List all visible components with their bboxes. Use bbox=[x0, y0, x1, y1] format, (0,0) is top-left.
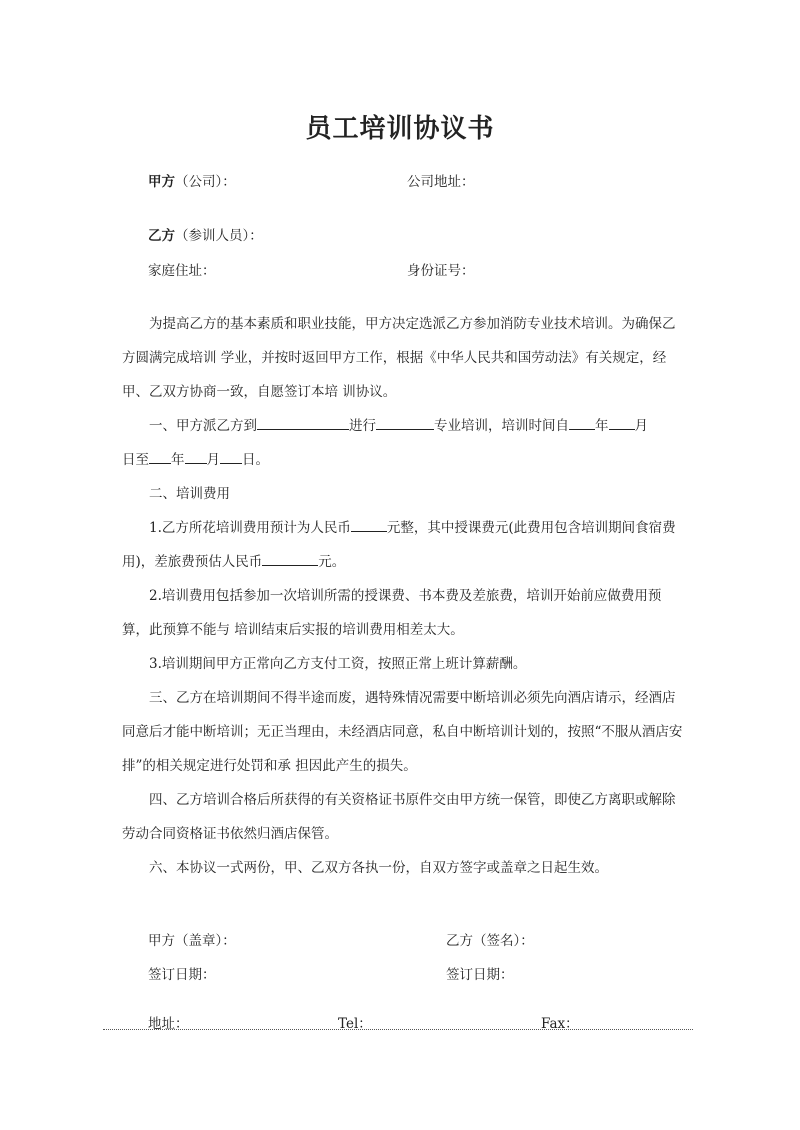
party-a-label: 甲方 bbox=[148, 174, 175, 190]
party-b-label: 乙方 bbox=[148, 228, 175, 244]
party-b-sign-label: 乙方（签名）： bbox=[446, 933, 534, 949]
clause-4: 四、乙方培训合格后所获得的有关资格证书原件交由甲方统一保管，即使乙方离职或解除劳动合同资格证书依然归酒店保管。 bbox=[122, 792, 676, 842]
footer-fax-label: Fax： bbox=[541, 1016, 579, 1032]
home-address-label: 家庭住址： bbox=[148, 263, 216, 279]
blank-fee-amount bbox=[351, 517, 387, 532]
blank-end-year bbox=[149, 449, 171, 464]
blank-travel-amount bbox=[262, 551, 318, 566]
party-a-seal-label: 甲方（盖章）： bbox=[148, 933, 236, 949]
clause-2-3: 3.培训期间甲方正常向乙方支付工资，按照正常上班计算薪酬。 bbox=[149, 656, 527, 672]
intro-paragraph: 为提高乙方的基本素质和职业技能，甲方决定选派乙方参加消防专业技术培训。为确保乙方圆满完成培训 学业，并按时返回甲方工作，根据《中华人民共和国劳动法》有关规定，经甲、乙双方协商一致，自愿签订本培 训协议。 bbox=[122, 316, 676, 400]
blank-location bbox=[257, 415, 349, 430]
agreement-body bbox=[122, 307, 688, 885]
clause-2-title: 二、培训费用 bbox=[149, 486, 230, 502]
blank-start-year bbox=[569, 415, 595, 430]
company-address-label: 公司地址： bbox=[407, 174, 475, 190]
document-title: 员工培训协议书 bbox=[305, 114, 495, 144]
footer-tel-label: Tel： bbox=[338, 1016, 372, 1032]
party-b-note: （参训人员）： bbox=[175, 228, 263, 244]
clause-2-2: 2.培训费用包括参加一次培训所需的授课费、书本费及差旅费，培训开始前应做费用预算，此预算不能与 培训结束后实报的培训费用相差太大。 bbox=[122, 588, 662, 638]
party-a-note: （公司）： bbox=[175, 174, 236, 190]
footer-divider bbox=[103, 1029, 693, 1030]
party-b-field bbox=[148, 224, 263, 244]
party-a-field bbox=[148, 170, 236, 190]
clause-3: 三、乙方在培训期间不得半途而废，遇特殊情况需要中断培训必须先向酒店请示，经酒店同意后才能中断培训；无正当理由，未经酒店同意，私自中断培训计划的，按照“不服从酒店安排”的相关规定进行处罚和承 担因此产生的损失。 bbox=[122, 690, 683, 774]
footer-address-label: 地址： bbox=[148, 1016, 189, 1032]
blank-start-month bbox=[609, 415, 635, 430]
blank-end-month bbox=[185, 449, 207, 464]
sign-date-b-label: 签订日期： bbox=[446, 967, 514, 983]
blank-specialty bbox=[376, 415, 434, 430]
blank-end-day bbox=[220, 449, 242, 464]
clause-6: 六、本协议一式两份，甲、乙双方各执一份，自双方签字或盖章之日起生效。 bbox=[149, 860, 608, 876]
sign-date-a-label: 签订日期： bbox=[148, 967, 216, 983]
clause-1: 一、甲方派乙方到 进行 专业培训，培训时间自 年 月 bbox=[122, 409, 688, 443]
clause-2-1: 1.乙方所花培训费用预计为人民币 元整，其中授课费元(此费用包含培训期间食宿费用)，差旅费预估人民币 元。 bbox=[122, 511, 688, 579]
id-number-label: 身份证号： bbox=[407, 263, 475, 279]
clause-1-end: 日至 年 月 日。 bbox=[122, 443, 688, 477]
